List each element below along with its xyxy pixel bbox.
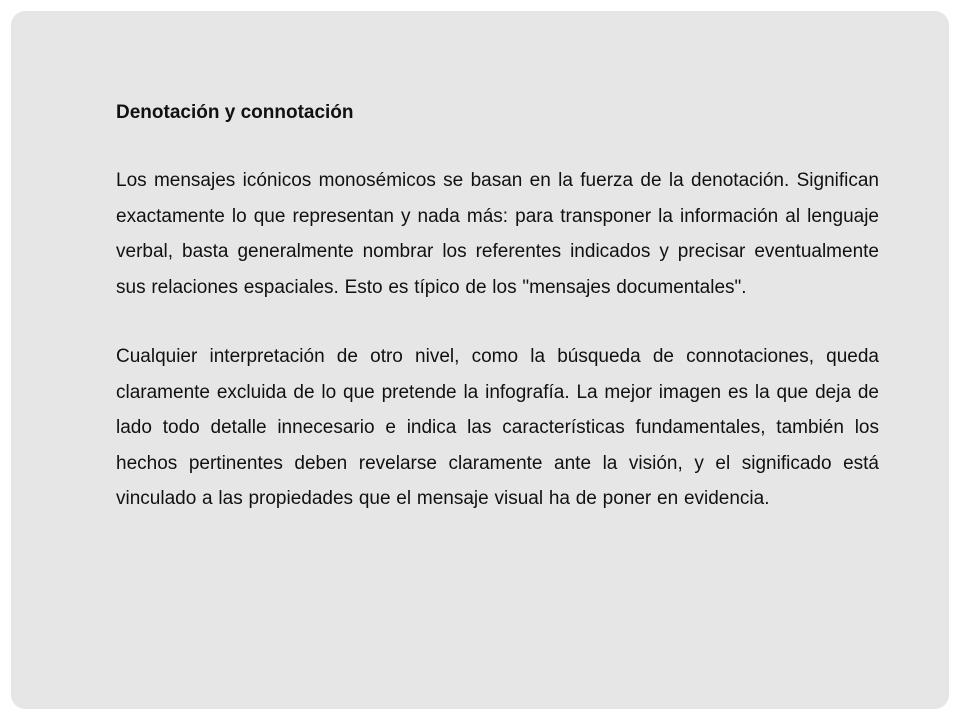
paragraph-connotation: Cualquier interpretación de otro nivel, como la búsqueda de connotaciones, queda claramente excluida de lo que pretende la infografía. La mejor imagen es la que deja de lado todo detalle innecesario e indica las características fundamentales, también los hechos pertinentes deben revelarse claramente ante la visión, y el significado está vinculado a las propiedades que el mensaje visual ha de poner en evidencia. <box>116 346 879 509</box>
paragraph-denotation: Los mensajes icónicos monosémicos se basan en la fuerza de la denotación. Significan exactamente lo que representan y nada más: para transponer la información al lenguaje verbal, basta generalmente nombrar los referentes indicados y precisar eventualmente sus relaciones espaciales. Esto es típico de los "mensajes documentales". <box>116 170 879 298</box>
slide-content <box>116 95 879 551</box>
slide-title: Denotación y connotación <box>116 102 354 123</box>
slide-panel <box>11 11 949 709</box>
